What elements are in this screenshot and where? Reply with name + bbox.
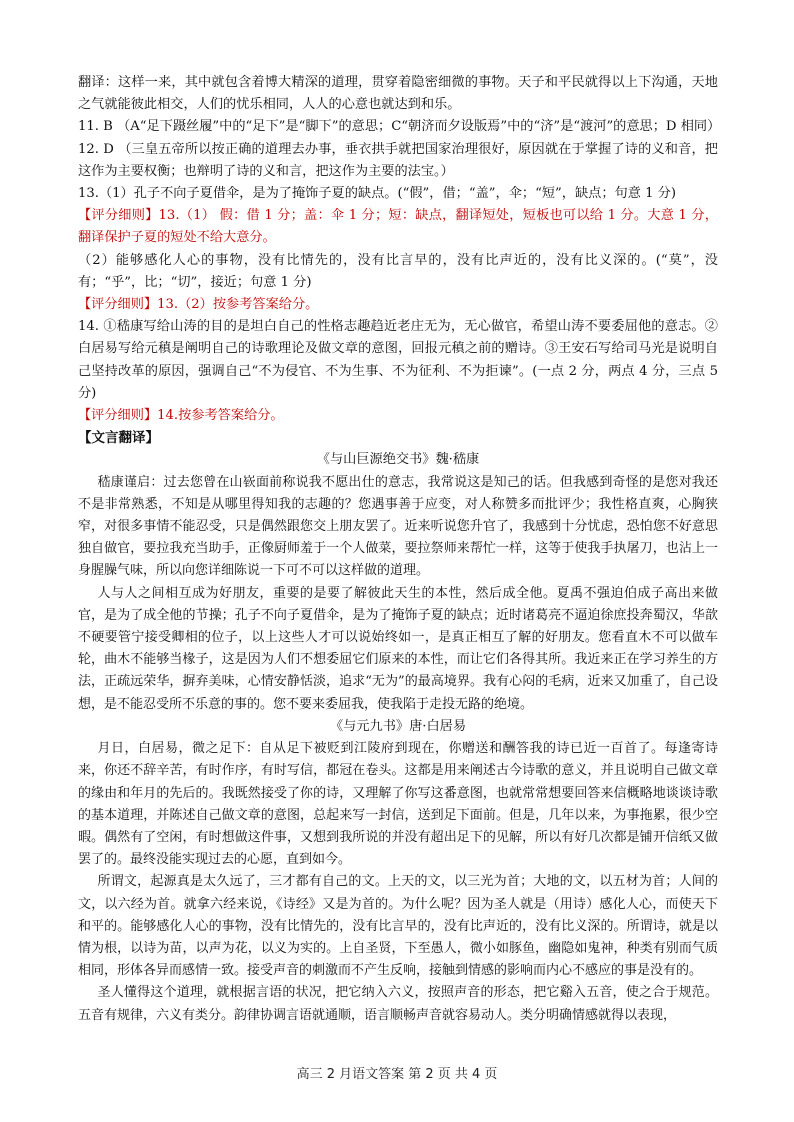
- answer-13-1: 13.（1）孔子不向子夏借伞，是为了掩饰子夏的缺点。(“假”，借；“盖”，伞；“短”，缺点；句意 1 分): [78, 186, 676, 202]
- text2-title: 《与元九书》唐·白居易: [329, 718, 467, 734]
- rubric-14: 【评分细则】14.按参考答案给分。: [78, 408, 284, 424]
- section-heading: 【文言翻译】: [78, 430, 159, 447]
- text1-paragraph: 人与人之间相互成为好朋友，重要的是要了解彼此天生的本性，然后成全他。夏禹不强迫伯成子高出来做官，是为了成全他的节操；孔子不向子夏借伞，是为了掩饰子夏的缺点；近时诸葛亮不逼迫徐庶投奔蜀汉，华歆不硬要管宁接受卿相的位子，以上这些人才可以说始终如一，是真正相互了解的好朋友。您看直木不可以做车轮，曲木不能够当椽子，这是因为人们不想委屈它们原来的本性，而让它们各得其所。我近来正在学习养生的方法，正疏远荣华，摒弃美味，心情安静恬淡，追求“无为”的最高境界。我有心闷的毛病，近来又加重了，自己设想，是不能忍受所不乐意的事的。您不要来委屈我，使我陷于走投无路的绝境。: [78, 585, 718, 712]
- translation-note: 翻译：这样一来，其中就包含着博大精深的道理，贯穿着隐密细微的事物。天子和平民就得以上下沟通，天地之气就能彼此相交，人们的忧乐相同，人人的心意也就达到和乐。: [78, 75, 718, 113]
- text2-paragraph: 所谓文，起源真是太久远了，三才都有自己的文。上天的文，以三光为首；大地的文，以五材为首；人间的文，以六经为首。就拿六经来说，《诗经》又是为首的。为什么呢？因为圣人就是（用诗）感化人心，而使天下和平的。能够感化人心的事物，没有比情先的，没有比言早的，没有比声近的，没有比义深的。所谓诗，就是以情为根，以诗为苗，以声为花，以义为实的。上自圣贤，下至愚人，微小如豚鱼，幽隐如鬼神，种类有别而气质相同，形体各异而感情一致。接受声音的刺激而不产生反响，接触到情感的影响而内心不感应的事是没有的。: [78, 874, 718, 979]
- answer-page: [78, 72, 721, 1027]
- text2-paragraph: 圣人懂得这个道理，就根据言语的状况，把它纳入六义，按照声音的形态，把它谿入五音，使之合于规范。五音有规律，六义有类分。韵律协调言语就通顺，语言顺畅声音就容易动人。类分明确情感就得以表现，: [78, 985, 718, 1023]
- answer-12: 12. D （三皇五帝所以按正确的道理去办事，垂衣拱手就把国家治理很好，原因就在于掌握了诗的义和音，把这作为主要权衡；也辩明了诗的义和言，把这作为主要的法宝。）: [78, 141, 718, 179]
- page-footer: 高三 2 月语文答案 第 2 页 共 4 页: [296, 1067, 498, 1082]
- answer-14: 14. ①嵇康写给山涛的目的是坦白自己的性格志趣趋近老庄无为，无心做官，希望山涛不要委屈他的意志。②白居易写给元稹是阐明自己的诗歌理论及做文章的意图，回报元稹之前的赠诗。③王安石写给司马光是说明自己坚持改革的原因，强调自己“不为侵官、不为生事、不为征利、不为拒谏”。(一点 2 分，两点 4 分，三点 5 分): [78, 319, 718, 401]
- rubric-13-1: 【评分细则】13.（1） 假：借 1 分；盖：伞 1 分；短：缺点，翻译短处，短板也可以给 1 分。大意 1 分，翻译保护子夏的短处不给大意分。: [78, 208, 718, 246]
- text2-paragraph: 月日，白居易，微之足下：自从足下被贬到江陵府到现在，你赠送和酬答我的诗已近一百首了。每逢寄诗来，你还不辞辛苦，有时作序，有时写信，都冠在卷头。这都是用来阐述古今诗歌的意义，并且说明自己做文章的缘由和年月的先后的。我既然接受了你的诗，又理解了你写这番意图，也就常常想要回答来信概略地谈谈诗歌的基本道理，并陈述自己做文章的意图，总起来写一封信，送到足下面前。但是，几年以来，为事拖累，很少空暇。偶然有了空闲，有时想做这件事，又想到我所说的并没有超出足下的见解，所以有好几次都是铺开信纸又做罢了的。最终没能实现过去的心愿，直到如今。: [78, 741, 718, 868]
- answer-13-2: （2）能够感化人心的事物，没有比情先的，没有比言早的，没有比声近的，没有比义深的。(“莫”，没有；“乎”，比；“切”，接近；句意 1 分): [78, 252, 718, 290]
- answer-11: 11. B （A“足下蹑丝履”中的“足下”是“脚下”的意思；C“朝济而夕设版焉”中的“济”是“渡河”的意思；D 相同）: [78, 119, 721, 135]
- text1-paragraph: 嵇康谨启：过去您曾在山嵚面前称说我不愿出仕的意志，我常说这是知己的话。但我感到奇怪的是您对我还不是非常熟悉，不知是从哪里得知我的志趣的？您遇事善于应变，对人称赞多而批评少；我性格直爽，心胸狭窄，对很多事情不能忍受，只是偶然跟您交上朋友罢了。近来听说您升官了，我感到十分忧虑，恐怕您不好意思独自做官，要拉我充当助手，正像厨师羞于一个人做菜，要拉祭师来帮忙一样，这等于使我手执屠刀，也沾上一身腥臊气味，所以向您详细陈说一下可不可以这样做的道理。: [78, 474, 718, 579]
- rubric-13-2: 【评分细则】13.（2）按参考答案给分。: [78, 297, 319, 313]
- text1-title: 《与山巨源绝交书》魏·嵇康: [316, 452, 480, 468]
